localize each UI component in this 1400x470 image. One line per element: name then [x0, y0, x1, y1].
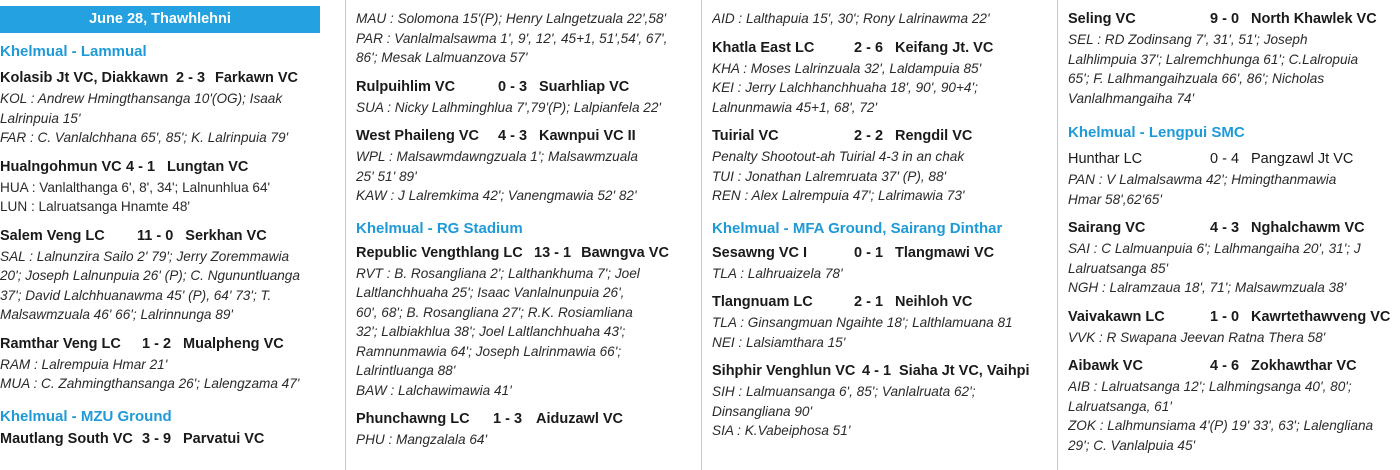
scorers: WPL : Malsawmdawngzuala 1'; Malsawmzuala [356, 149, 638, 164]
match-result [0, 156, 337, 178]
match-result [1068, 306, 1400, 328]
away-team: Nghalchawm VC [1251, 220, 1365, 236]
scorers: 25' 51' 89' [356, 168, 417, 184]
score: 9 - 0 [1210, 11, 1240, 27]
scorers: 86'; Mesak Lalmuanzova 57' [356, 50, 528, 65]
home-team: Aibawk VC [1068, 358, 1143, 374]
match-aibawk-zokhawthar [1068, 355, 1400, 455]
scorers: 32'; Lalbiakhlua 38'; Joel Laltlanchhuaha 43'; [356, 324, 626, 339]
column-3 [712, 0, 1049, 470]
match-phunchawng-aiduzawl [356, 408, 693, 450]
date-header: June 28, Thawhlehni [0, 6, 320, 33]
venue-heading-rg-stadium: Khelmual - RG Stadium [356, 219, 523, 237]
home-team: Tuirial VC [712, 128, 779, 144]
match-republic-bawngva [356, 242, 693, 401]
away-team: Mualpheng VC [183, 335, 284, 352]
venue-heading-mfa-ground: Khelmual - MFA Ground, Sairang Dinthar [712, 219, 1003, 237]
score: 0 - 3 [498, 78, 528, 95]
away-team: Suarhliap VC [539, 78, 630, 95]
away-team: Keifang Jt. VC [895, 39, 994, 56]
match-sairang-nghalchawm [1068, 217, 1400, 298]
scorers: PHU : Mangzalala 64' [356, 432, 488, 447]
match-ramthar-mualpheng [0, 333, 337, 394]
away-team: Zokhawthar VC [1251, 358, 1357, 374]
away-team: Bawngva VC [581, 244, 669, 261]
scorers: KHA : Moses Lalrinzuala 32', Laldampuia 85' [712, 60, 982, 76]
scorers: MUA : C. Zahmingthansanga 26'; Lalengzama 47' [0, 376, 300, 391]
score: 0 - 1 [854, 244, 884, 261]
match-result [712, 125, 1049, 147]
scorers: PAN : V Lalmalsawma 42'; Hmingthanmawia [1068, 172, 1337, 187]
score: 4 - 1 [862, 363, 892, 379]
scorers: PAR : Vanlalmalsawma 1', 9', 12', 45+1, 51',54', 67', [356, 30, 668, 46]
penalty-note: Penalty Shootout-ah Tuirial 4-3 in an chak [712, 149, 965, 164]
venue-heading-mzu: Khelmual - MZU Ground [0, 407, 172, 425]
home-team: Tlangnuam LC [712, 294, 813, 310]
match-result [356, 242, 693, 264]
home-team: Republic Vengthlang LC [356, 244, 523, 261]
match-result [712, 291, 1049, 313]
scorers: Hmar 58',62'65' [1068, 191, 1162, 207]
column-1 [0, 0, 337, 470]
scorers: Lalruatsanga 85' [1068, 260, 1169, 276]
scorers: 60', 68'; B. Rosangliana 27'; R.K. Rosiamliana [356, 304, 633, 320]
scorers: HUA : Vanlalthanga 6', 8', 34'; Lalnunhlua 64' [0, 179, 271, 195]
score: 4 - 1 [126, 158, 156, 175]
match-vaivakawn-kawrtethawveng [1068, 306, 1400, 348]
scorers: Lalhlimpuia 37'; Lalremchhunga 61'; C.Lalropuia [1068, 51, 1359, 67]
home-team: Hunthar LC [1068, 151, 1143, 167]
match-result [1068, 355, 1400, 377]
away-team: Farkawn VC [215, 70, 299, 86]
scorers: SIH : Lalmuansanga 6', 85'; Vanlalruata 62'; [712, 384, 976, 399]
scorers: 29'; C. Vanlalpuia 45' [1068, 437, 1196, 453]
venue-heading-lammual: Khelmual - Lammual [0, 43, 147, 60]
scorers: ZOK : Lalhmunsiama 4'(P) 19' 33', 63'; Lalengliana [1068, 418, 1374, 433]
score: 1 - 0 [1210, 308, 1240, 325]
match-result [356, 76, 693, 98]
home-team: Phunchawng LC [356, 411, 470, 427]
scorers: NGH : Lalramzaua 18', 71'; Malsawmzuala 38' [1068, 280, 1347, 295]
home-team: Hualngohmun VC [0, 158, 122, 175]
match-result [0, 225, 337, 247]
score: 2 - 2 [854, 128, 884, 144]
scorers: 20'; Joseph Lalnunpuia 26' (P); C. Ngununtluanga [0, 268, 300, 283]
scorers: RAM : Lalrempuia Hmar 21' [0, 356, 168, 372]
match-result [356, 408, 693, 430]
match-kolasib-farkawn [0, 67, 337, 148]
scorers: KEI : Jerry Lalchhanchhuaha 18', 90', 90+4'; [712, 80, 978, 95]
scorers: SIA : K.Vabeiphosa 51' [712, 423, 851, 438]
column-divider [345, 0, 346, 470]
scorers: Lalnunmawia 45+1, 68', 72' [712, 99, 878, 115]
away-team: Neihloh VC [895, 294, 973, 310]
scorers: SAL : Lalnunzira Sailo 2' 79'; Jerry Zoremmawia [0, 248, 290, 264]
scorers: TUI : Jonathan Lalremruata 37' (P), 88' [712, 168, 947, 184]
scorers: FAR : C. Vanlalchhana 65', 85'; K. Lalrinpuia 79' [0, 130, 289, 145]
scorers: SEL : RD Zodinsang 7', 31', 51'; Joseph [1068, 32, 1308, 47]
home-team: Khatla East LC [712, 39, 815, 56]
match-result [0, 67, 337, 89]
away-team: Kawnpui VC II [539, 128, 636, 144]
home-team: Sihphir Venghlun VC [712, 363, 856, 379]
match-westphaileng-kawnpui [356, 125, 693, 206]
score: 1 - 2 [142, 335, 172, 352]
scorers: Dinsangliana 90' [712, 403, 813, 419]
scorers: RVT : B. Rosangliana 2'; Lalthankhuma 7'; Joel [356, 265, 640, 281]
match-result [712, 242, 1049, 264]
score: 1 - 3 [493, 411, 523, 427]
home-team: West Phaileng VC [356, 128, 480, 144]
away-team: Tlangmawi VC [895, 244, 995, 261]
match-result [1068, 148, 1400, 170]
column-divider [701, 0, 702, 470]
column-4 [1068, 0, 1400, 470]
scorers: AID : Lalthapuia 15', 30'; Rony Lalrinawma 22' [712, 11, 990, 26]
match-hualngohmun-lungtan [0, 156, 337, 217]
column-2 [356, 0, 693, 470]
home-team: Salem Veng LC [0, 227, 105, 244]
match-tlangnuam-neihloh [712, 291, 1049, 352]
match-rulpuihlim-suarhliap [356, 76, 693, 118]
scorers: KOL : Andrew Hmingthansanga 10'(OG); Isaak [0, 91, 283, 106]
match-mautlang-parvatui-scorers [356, 9, 693, 68]
match-seling-northkhawlek [1068, 8, 1400, 108]
away-team: Siaha Jt VC, Vaihpi [899, 363, 1030, 379]
match-sesawng-tlangmawi [712, 242, 1049, 284]
match-result [712, 37, 1049, 59]
match-phunchawng-aiduzawl-scorers [712, 9, 1049, 29]
scorers: NEI : Lalsiamthara 15' [712, 334, 846, 350]
scorers: MAU : Solomona 15'(P); Henry Lalngetzuala 22',58' [356, 11, 667, 26]
match-result [0, 333, 337, 355]
away-team: Parvatui VC [183, 430, 265, 447]
scorers: Laltlanchhuaha 25'; Isaac Vanlalnunpuia 26', [356, 285, 625, 300]
away-team: Serkhan VC [185, 227, 267, 244]
scorers: SUA : Nicky Lalhminghlua 7',79'(P); Lalpianfela 22' [356, 99, 661, 115]
home-team: Ramthar Veng LC [0, 335, 121, 352]
scorers: 65'; F. Lalhmangaihzuala 66', 86'; Nicholas [1068, 71, 1325, 86]
match-sihphir-siaha [712, 360, 1049, 441]
scorers: Lalrinpuia 15' [0, 110, 81, 126]
column-divider [1057, 0, 1058, 470]
away-team: Kawrtethawveng VC [1251, 308, 1391, 325]
scorers: Ramnunmawia 64'; Joseph Lalrinmawia 66'; [356, 343, 622, 359]
match-hunthar-pangzawl [1068, 148, 1400, 209]
away-team: Lungtan VC [167, 158, 249, 175]
away-team: Pangzawl Jt VC [1251, 151, 1354, 167]
score: 2 - 3 [176, 70, 206, 86]
match-khatla-keifang [712, 37, 1049, 118]
scorers: TLA : Lalhruaizela 78' [712, 265, 843, 281]
score: 2 - 6 [854, 39, 884, 56]
scorers: Malsawmzuala 46' 66'; Lalrinnunga 89' [0, 307, 233, 322]
match-result [712, 360, 1049, 382]
score: 3 - 9 [142, 430, 172, 447]
away-team: North Khawlek VC [1251, 11, 1377, 27]
scorers: REN : Alex Lalrempuia 47'; Lalrimawia 73' [712, 188, 965, 203]
scorers: Lalrintluanga 88' [356, 363, 456, 378]
away-team: Rengdil VC [895, 128, 973, 144]
score: 11 - 0 [137, 227, 174, 244]
scorers: KAW : J Lalremkima 42'; Vanengmawia 52' 82' [356, 188, 637, 203]
score: 2 - 1 [854, 294, 884, 310]
match-tuirial-rengdil [712, 125, 1049, 206]
score: 4 - 3 [1210, 220, 1240, 236]
scorers: LUN : Lalruatsanga Hnamte 48' [0, 199, 190, 214]
scorers: SAI : C Lalmuanpuia 6'; Lalhmangaiha 20', 31'; J [1068, 241, 1361, 256]
score: 13 - 1 [534, 244, 572, 261]
home-team: Rulpuihlim VC [356, 78, 456, 95]
score: 0 - 4 [1210, 151, 1240, 167]
score: 4 - 6 [1210, 358, 1240, 374]
scorers: TLA : Ginsangmuan Ngaihte 18'; Lalthlamuana 81 [712, 315, 1013, 330]
match-result [1068, 8, 1400, 30]
scorers: BAW : Lalchawimawia 41' [356, 382, 512, 398]
match-result [0, 428, 337, 450]
score: 4 - 3 [498, 128, 528, 144]
home-team: Kolasib Jt VC, Diakkawn [0, 70, 169, 86]
venue-heading-lengpui: Khelmual - Lengpui SMC [1068, 124, 1245, 141]
scorers: VVK : R Swapana Jeevan Ratna Thera 58' [1068, 329, 1326, 345]
match-result [1068, 217, 1400, 239]
home-team: Seling VC [1068, 11, 1136, 27]
home-team: Mautlang South VC [0, 430, 133, 447]
match-salem-serkhan [0, 225, 337, 325]
home-team: Sesawng VC I [712, 244, 808, 261]
away-team: Aiduzawl VC [536, 411, 624, 427]
home-team: Sairang VC [1068, 220, 1146, 236]
scorers: Vanlalhmangaiha 74' [1068, 90, 1195, 106]
match-result [356, 125, 693, 147]
scorers: AIB : Lalruatsanga 12'; Lalhmingsanga 40', 80'; [1068, 379, 1352, 394]
home-team: Vaivakawn LC [1068, 308, 1165, 325]
scorers: 37'; David Lalchhuanawma 45' (P), 64' 73'; T. [0, 287, 272, 303]
scorers: Lalruatsanga, 61' [1068, 398, 1172, 414]
